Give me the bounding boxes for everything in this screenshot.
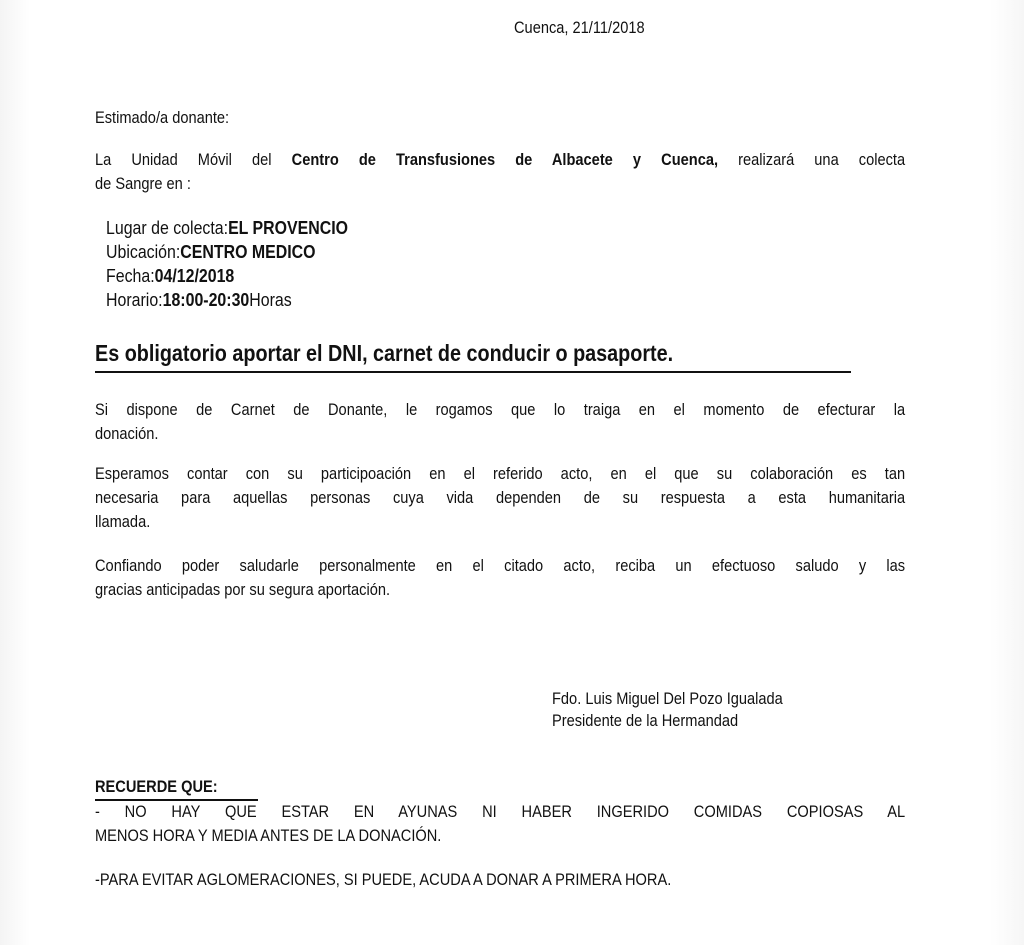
reminder-title: RECUERDE QUE: bbox=[95, 777, 218, 796]
signatory-title: Presidente de la Hermandad bbox=[552, 711, 739, 730]
detail-location bbox=[106, 240, 348, 264]
detail-value: 18:00-20:30 bbox=[162, 289, 250, 310]
detail-place bbox=[106, 216, 348, 240]
signature-block bbox=[552, 688, 783, 732]
intro-text: realizará una colecta bbox=[718, 150, 906, 169]
intro-text: La Unidad Móvil del bbox=[95, 150, 292, 169]
paragraph-line: Esperamos contar con su participoación en el referido acto, en el que su colaboración es tan bbox=[95, 464, 906, 483]
detail-label: Horario: bbox=[106, 289, 163, 310]
detail-label: Fecha: bbox=[106, 265, 155, 286]
detail-value: CENTRO MEDICO bbox=[180, 241, 316, 262]
paragraph-donor-card bbox=[95, 398, 905, 446]
reminder-item-1 bbox=[95, 800, 905, 848]
paragraph-line: gracias anticipadas por su segura aportación. bbox=[95, 580, 391, 599]
date-line: Cuenca, 21/11/2018 bbox=[514, 18, 645, 37]
id-requirement-notice: Es obligatorio aportar el DNI, carnet de conducir o pasaporte. bbox=[95, 340, 674, 366]
paragraph-participation bbox=[95, 462, 905, 534]
reminder-line: MENOS HORA Y MEDIA ANTES DE LA DONACIÓN. bbox=[95, 826, 442, 845]
detail-date bbox=[106, 264, 348, 288]
reminder-line: - NO HAY QUE ESTAR EN AYUNAS NI HABER INGERIDO COMIDAS COPIOSAS AL bbox=[95, 802, 906, 821]
detail-label: Lugar de colecta: bbox=[106, 217, 229, 238]
detail-schedule bbox=[106, 288, 348, 312]
paragraph-line: llamada. bbox=[95, 512, 151, 531]
collection-details bbox=[106, 216, 348, 312]
greeting: Estimado/a donante: bbox=[95, 108, 230, 127]
detail-value: EL PROVENCIO bbox=[228, 217, 349, 238]
paragraph-line: donación. bbox=[95, 424, 159, 443]
signatory-name: Fdo. Luis Miguel Del Pozo Igualada bbox=[552, 689, 783, 708]
reminder-item-2: -PARA EVITAR AGLOMERACIONES, SI PUEDE, ACUDA A DONAR A PRIMERA HORA. bbox=[95, 870, 672, 889]
paragraph-line: Confiando poder saludarle personalmente en el citado acto, reciba un efectuoso saludo y las bbox=[95, 556, 906, 575]
intro-line-2: de Sangre en : bbox=[95, 174, 191, 193]
center-name: Centro de Transfusiones de Albacete y Cuenca, bbox=[291, 150, 719, 169]
paragraph-closing bbox=[95, 554, 905, 602]
paragraph-line: Si dispone de Carnet de Donante, le rogamos que lo traiga en el momento de efecturar la bbox=[95, 400, 906, 419]
detail-label: Ubicación: bbox=[106, 241, 181, 262]
detail-value: 04/12/2018 bbox=[154, 265, 235, 286]
notice-underline bbox=[95, 371, 851, 373]
intro-line-1 bbox=[95, 148, 905, 172]
paragraph-line: necesaria para aquellas personas cuya vida dependen de su respuesta a esta humanitaria bbox=[95, 488, 906, 507]
detail-suffix: Horas bbox=[249, 289, 292, 310]
intro-paragraph bbox=[95, 148, 905, 196]
